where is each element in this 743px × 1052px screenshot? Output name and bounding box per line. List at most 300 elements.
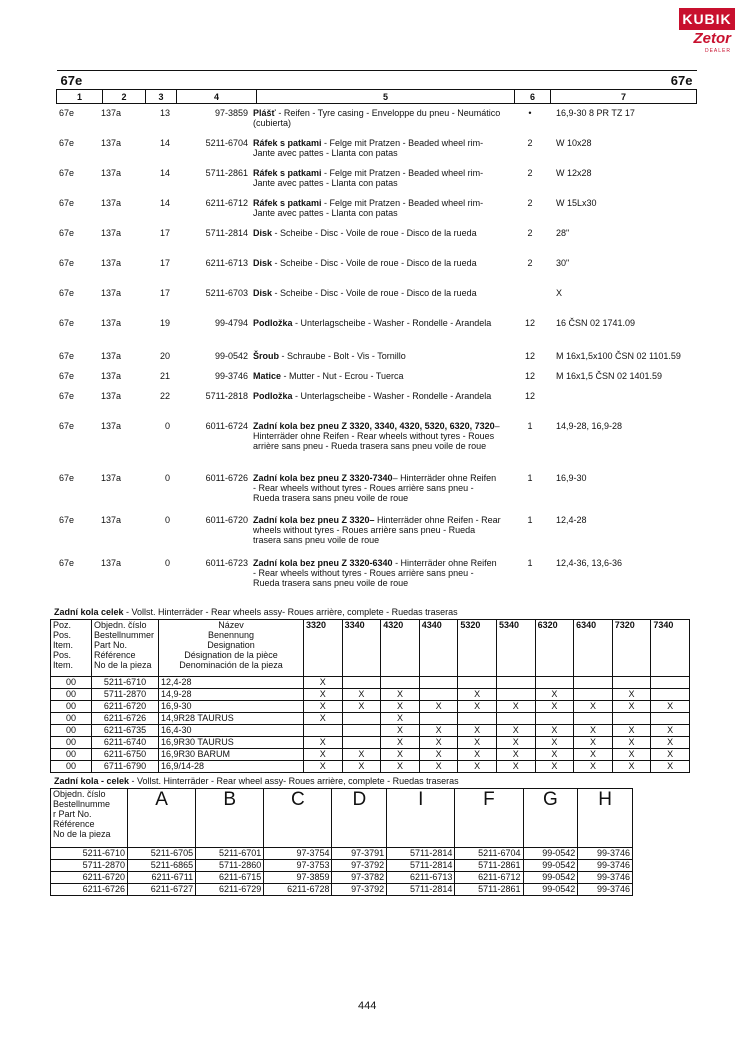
fitment-mark: X (496, 737, 535, 749)
fitment-mark: X (535, 737, 574, 749)
assembly-row (51, 761, 690, 773)
logo-dealer-text: DEALER (704, 48, 731, 54)
fitment-mark: X (496, 749, 535, 761)
fitment-mark: X (612, 749, 651, 761)
part-number: 6011-6723 (205, 558, 248, 568)
fitment-mark: X (381, 725, 420, 737)
figure-ref: 137a (101, 421, 122, 431)
component-letter-B: B (196, 789, 264, 848)
assembly-table (50, 619, 690, 773)
fitment-mark: X (304, 689, 343, 701)
model-3340: 3340 (342, 620, 381, 677)
component-part-number: 97-3782 (332, 872, 387, 884)
col-header-7: 7 (551, 90, 697, 104)
model-5320: 5320 (458, 620, 497, 677)
fitment-mark: X (458, 761, 497, 773)
section-ref: 67e (59, 138, 75, 148)
section-ref: 67e (59, 258, 75, 268)
assembly-part-number: 6211-6720 (92, 701, 159, 713)
col-part-number-line: Part No. (94, 640, 128, 650)
part-description (253, 515, 501, 545)
fitment-mark (419, 713, 458, 725)
model-4320: 4320 (381, 620, 420, 677)
position-number: 14 (159, 168, 170, 178)
fitment-mark: X (458, 749, 497, 761)
component-part-number: 5211-6704 (455, 848, 523, 860)
fitment-mark (342, 737, 381, 749)
part-name-bold: Zadní kola bez pneu Z 3320-6340 (253, 558, 393, 568)
part-note: 30" (556, 258, 570, 268)
fitment-mark: X (535, 689, 574, 701)
component-part-number: 97-3792 (332, 860, 387, 872)
part-note: X (556, 288, 563, 298)
component-part-number: 97-3753 (264, 860, 332, 872)
quantity: 2 (527, 258, 533, 268)
col-header-4: 4 (177, 90, 257, 104)
component-part-number: 99-0542 (523, 860, 578, 872)
part-name-bold: Zadní kola bez pneu Z 3320-7340 (253, 473, 393, 483)
component-part-number: 5711-2814 (387, 848, 455, 860)
assembly-pos: 00 (51, 725, 92, 737)
section-label-right: 67e (551, 71, 697, 90)
component-part-number: 97-3791 (332, 848, 387, 860)
part-description (253, 258, 501, 268)
fitment-mark: X (419, 737, 458, 749)
fitment-mark: X (535, 761, 574, 773)
section-ref: 67e (59, 515, 75, 525)
assembly-name: 16,9-30 (159, 701, 304, 713)
fitment-mark (574, 677, 613, 689)
fitment-mark (496, 689, 535, 701)
part-name-bold: Ráfek s patkami (253, 198, 322, 208)
model-3320: 3320 (304, 620, 343, 677)
section-ref: 67e (59, 558, 75, 568)
component-part-number: 5211-6705 (128, 848, 196, 860)
assembly-pos: 00 (51, 761, 92, 773)
part-number: 99-4794 (214, 318, 248, 328)
part-name-translations: - Felge mit Pratzen - Beaded wheel rim- Jante avec pattes - Llanta con patas (253, 138, 484, 158)
col-header-2: 2 (103, 90, 146, 104)
fitment-mark: X (342, 749, 381, 761)
part-number: 6211-6713 (205, 258, 248, 268)
assembly-number: 5711-2870 (51, 860, 128, 872)
part-number: 5711-2814 (205, 228, 248, 238)
part-note: 16,9-30 (556, 473, 587, 483)
fitment-mark (496, 713, 535, 725)
assembly-part-number: 5711-2870 (92, 689, 159, 701)
fitment-mark: X (651, 701, 690, 713)
section-ref: 67e (59, 318, 75, 328)
model-6320: 6320 (535, 620, 574, 677)
position-number: 13 (159, 108, 170, 118)
assembly-row (51, 749, 690, 761)
fitment-mark (342, 713, 381, 725)
fitment-mark: X (458, 689, 497, 701)
part-description (253, 318, 501, 328)
fitment-mark: X (304, 677, 343, 689)
part-note: W 15Lx30 (556, 198, 597, 208)
fitment-mark: X (381, 749, 420, 761)
part-note: 12,4-36, 13,6-36 (556, 558, 623, 568)
part-number: 97-3859 (214, 108, 248, 118)
part-note: 14,9-28, 16,9-28 (556, 421, 623, 431)
section-ref: 67e (59, 371, 75, 381)
col-header-1: 1 (57, 90, 103, 104)
fitment-mark: X (458, 701, 497, 713)
assembly-name: 16,9R30 TAURUS (159, 737, 304, 749)
part-name-bold: Zadní kola bez pneu Z 3320, 3340, 4320, 5320, 6320, 7320 (253, 421, 495, 431)
part-number: 99-3746 (214, 371, 248, 381)
fitment-mark (574, 689, 613, 701)
logo-kubik-text: KUBIK (679, 8, 735, 30)
position-number: 17 (159, 288, 170, 298)
part-name-bold: Plášť (253, 108, 276, 118)
fitment-mark: X (574, 725, 613, 737)
part-number: 6011-6720 (205, 515, 248, 525)
part-name-translations: - Scheibe - Disc - Voile de roue - Disco de la rueda (272, 288, 477, 298)
part-name-bold: Matice (253, 371, 282, 381)
col-name-line: Název (218, 620, 244, 630)
col-part-number-line: No de la pieza (94, 660, 152, 670)
component-letter-H: H (578, 789, 633, 848)
fitment-mark: X (381, 689, 420, 701)
component-part-number: 99-3746 (578, 848, 633, 860)
fitment-mark: X (419, 701, 458, 713)
figure-ref: 137a (101, 228, 122, 238)
col-position (51, 620, 92, 677)
section-ref: 67e (59, 198, 75, 208)
fitment-mark (535, 713, 574, 725)
fitment-mark: X (612, 737, 651, 749)
section-ref: 67e (59, 108, 75, 118)
part-name-bold: Disk (253, 228, 273, 238)
col-position-line: Item. (53, 660, 74, 670)
part-name-translations: - Hinterräder ohne Reifen - Rear wheels without tyres - Roues arrière sans pneu - Rueda trasera sans pneu voile de roue (253, 558, 497, 588)
col-position-line: Pos. (53, 630, 72, 640)
component-part-number: 99-3746 (578, 884, 633, 896)
col-name-line: Benennung (207, 630, 255, 640)
part-number: 5711-2818 (205, 391, 248, 401)
assembly-title: Zadní kola celek - Vollst. Hinterräder - Rear wheels assy- Roues arrière, complete - Ruedas traseras (54, 607, 458, 617)
fitment-mark: X (496, 761, 535, 773)
assembly-name: 16,9/14-28 (159, 761, 304, 773)
position-number: 0 (164, 558, 170, 568)
fitment-mark (574, 713, 613, 725)
component-letter-I: I (387, 789, 455, 848)
part-name-bold: Disk (253, 288, 273, 298)
assembly-number: 5211-6710 (51, 848, 128, 860)
assembly-name: 14,9R28 TAURUS (159, 713, 304, 725)
components-row (51, 860, 633, 872)
model-7320: 7320 (612, 620, 651, 677)
fitment-mark: X (304, 701, 343, 713)
component-part-number: 5711-2814 (387, 860, 455, 872)
model-6340: 6340 (574, 620, 613, 677)
fitment-mark (342, 725, 381, 737)
part-note: M 16x1,5x100 ČSN 02 1101.59 (556, 351, 681, 361)
component-letter-A: A (128, 789, 196, 848)
part-name-translations: - Scheibe - Disc - Voile de roue - Disco de la rueda (272, 228, 477, 238)
fitment-mark: X (419, 761, 458, 773)
component-part-number: 99-0542 (523, 872, 578, 884)
components-row (51, 872, 633, 884)
part-note: 28" (556, 228, 570, 238)
part-name-translations: - Scheibe - Disc - Voile de roue - Disco de la rueda (272, 258, 477, 268)
fitment-mark: X (342, 689, 381, 701)
fitment-mark: X (651, 737, 690, 749)
col-position-line: Item. (53, 640, 74, 650)
quantity: 12 (524, 371, 535, 381)
components-header-row (51, 789, 633, 848)
fitment-mark (458, 713, 497, 725)
figure-ref: 137a (101, 168, 122, 178)
component-part-number: 5711-2814 (387, 884, 455, 896)
section-ref: 67e (59, 228, 75, 238)
assembly-name: 16,9R30 BARUM (159, 749, 304, 761)
quantity: 1 (527, 421, 533, 431)
fitment-mark: X (612, 689, 651, 701)
page-number: 444 (358, 1000, 377, 1012)
position-number: 14 (159, 198, 170, 208)
part-description (253, 558, 501, 588)
component-letter-G: G (523, 789, 578, 848)
assembly-row (51, 689, 690, 701)
components-title: Zadní kola - celek - Vollst. Hinterräder - Rear wheel assy- Roues arrière, complete - Ruedas traseras (54, 776, 459, 786)
component-part-number: 6211-6727 (128, 884, 196, 896)
part-number: 99-0542 (214, 351, 248, 361)
assembly-pos: 00 (51, 749, 92, 761)
part-name-translations: - Unterlagscheibe - Washer - Rondelle - Arandela (292, 391, 492, 401)
fitment-mark: X (651, 761, 690, 773)
part-name-translations: – Hinterräder ohne Reifen - Rear wheels without tyres - Roues arrière sans pneu - Rueda trasera sans pneu voile de roue (253, 421, 500, 451)
assembly-part-number: 5211-6710 (92, 677, 159, 689)
component-part-number: 6211-6715 (196, 872, 264, 884)
component-part-number: 5711-2860 (196, 860, 264, 872)
part-name-bold: Šroub (253, 351, 279, 361)
fitment-mark: X (574, 761, 613, 773)
figure-ref: 137a (101, 288, 122, 298)
section-ref: 67e (59, 351, 75, 361)
fitment-mark: X (535, 749, 574, 761)
position-number: 0 (164, 421, 170, 431)
assembly-pos: 00 (51, 713, 92, 725)
fitment-mark: X (342, 701, 381, 713)
part-number: 6011-6724 (205, 421, 248, 431)
quantity: 12 (524, 391, 535, 401)
position-number: 21 (159, 371, 170, 381)
part-description (253, 228, 501, 238)
col-position-line: Pos. (53, 650, 72, 660)
fitment-mark (342, 677, 381, 689)
quantity: 1 (527, 515, 533, 525)
assembly-part-number: 6211-6726 (92, 713, 159, 725)
components-row (51, 848, 633, 860)
assembly-name: 12,4-28 (159, 677, 304, 689)
part-name-translations: - Felge mit Pratzen - Beaded wheel rim- Jante avec pattes - Llanta con patas (253, 198, 484, 218)
fitment-mark: X (304, 749, 343, 761)
logo-zetor-text: Zetor (693, 30, 731, 47)
fitment-mark: X (304, 713, 343, 725)
fitment-mark: X (535, 725, 574, 737)
column-header (56, 70, 697, 104)
fitment-mark (496, 677, 535, 689)
fitment-mark: X (574, 701, 613, 713)
part-name-translations: - Schraube - Bolt - Vis - Tornillo (279, 351, 406, 361)
fitment-mark (458, 677, 497, 689)
col-header-5: 5 (257, 90, 515, 104)
position-number: 19 (159, 318, 170, 328)
figure-ref: 137a (101, 371, 122, 381)
quantity: 12 (524, 351, 535, 361)
component-part-number: 97-3754 (264, 848, 332, 860)
model-4340: 4340 (419, 620, 458, 677)
fitment-mark (612, 713, 651, 725)
assembly-part-number: 6211-6735 (92, 725, 159, 737)
part-name-bold: Podložka (253, 391, 293, 401)
part-number: 5211-6703 (205, 288, 248, 298)
assembly-row (51, 737, 690, 749)
component-letter-F: F (455, 789, 523, 848)
section-label-left: 67e (57, 71, 551, 90)
assembly-pos: 00 (51, 737, 92, 749)
assembly-number: 6211-6720 (51, 872, 128, 884)
component-part-number: 6211-6729 (196, 884, 264, 896)
position-number: 0 (164, 473, 170, 483)
col-order-number-line: No de la pieza (53, 829, 111, 839)
fitment-mark: X (612, 761, 651, 773)
quantity: 1 (527, 473, 533, 483)
kubik-zetor-logo (679, 8, 735, 60)
model-7340: 7340 (651, 620, 690, 677)
fitment-mark: X (651, 749, 690, 761)
fitment-mark (419, 677, 458, 689)
quantity: 2 (527, 138, 533, 148)
assembly-row (51, 677, 690, 689)
figure-ref: 137a (101, 391, 122, 401)
part-description (253, 391, 501, 401)
col-name-line: Designation (207, 640, 255, 650)
fitment-mark: X (381, 701, 420, 713)
quantity: 2 (527, 198, 533, 208)
part-number: 6211-6712 (205, 198, 248, 208)
position-number: 17 (159, 258, 170, 268)
part-note: W 12x28 (556, 168, 592, 178)
part-number: 5211-6704 (205, 138, 248, 148)
quantity: 1 (527, 558, 533, 568)
col-header-3: 3 (146, 90, 177, 104)
fitment-mark (419, 689, 458, 701)
fitment-mark (612, 677, 651, 689)
section-ref: 67e (59, 391, 75, 401)
col-header-6: 6 (515, 90, 551, 104)
component-part-number: 99-0542 (523, 848, 578, 860)
fitment-mark: X (496, 725, 535, 737)
component-part-number: 6211-6713 (387, 872, 455, 884)
figure-ref: 137a (101, 558, 122, 568)
part-name-translations: - Mutter - Nut - Ecrou - Tuerca (281, 371, 404, 381)
fitment-mark (651, 689, 690, 701)
part-name-translations: – Hinterräder ohne Reifen - Rear wheels without tyres - Roues arrière sans pneu - Rueda trasera sans pneu voile de roue (253, 473, 497, 503)
fitment-mark: X (458, 725, 497, 737)
part-name-bold: Ráfek s patkami (253, 138, 322, 148)
component-part-number: 6211-6712 (455, 872, 523, 884)
col-part-number-line: Référence (94, 650, 136, 660)
fitment-mark: X (612, 701, 651, 713)
quantity: 12 (524, 318, 535, 328)
figure-ref: 137a (101, 198, 122, 208)
part-name-bold: Podložka (253, 318, 293, 328)
fitment-mark: X (381, 737, 420, 749)
position-number: 22 (159, 391, 170, 401)
fitment-mark: X (381, 761, 420, 773)
part-note: W 10x28 (556, 138, 592, 148)
col-order-number-line: r Part No. (53, 809, 92, 819)
fitment-mark (381, 677, 420, 689)
col-position-line: Poz. (53, 620, 72, 630)
part-description (253, 288, 501, 298)
section-ref: 67e (59, 288, 75, 298)
col-order-number-line: Objedn. číslo (53, 789, 106, 799)
fitment-mark: X (304, 737, 343, 749)
col-order-number-line: Référence (53, 819, 95, 829)
fitment-mark: X (535, 701, 574, 713)
part-name-bold: Zadní kola bez pneu Z 3320– (253, 515, 375, 525)
part-name-translations: - Felge mit Pratzen - Beaded wheel rim- Jante avec pattes - Llanta con patas (253, 168, 484, 188)
part-note: 16,9-30 8 PR TZ 17 (556, 108, 635, 118)
assembly-row (51, 725, 690, 737)
fitment-mark: X (342, 761, 381, 773)
component-part-number: 97-3859 (264, 872, 332, 884)
component-part-number: 5211-6701 (196, 848, 264, 860)
figure-ref: 137a (101, 138, 122, 148)
col-name-line: Denominación de la pieza (179, 660, 283, 670)
assembly-part-number: 6211-6750 (92, 749, 159, 761)
components-table (50, 788, 633, 896)
col-part-number (92, 620, 159, 677)
part-description (253, 168, 501, 188)
col-order-number-line: Bestellnumme (53, 799, 111, 809)
position-number: 14 (159, 138, 170, 148)
components-row (51, 884, 633, 896)
part-description (253, 138, 501, 158)
position-number: 0 (164, 515, 170, 525)
component-part-number: 97-3792 (332, 884, 387, 896)
part-description (253, 198, 501, 218)
assembly-row (51, 713, 690, 725)
part-name-translations: Hinterräder ohne Reifen - Rear wheels without tyres - Roues arrière sans pneu - Rueda trasera sans pneu voile de roue (253, 515, 501, 545)
part-note: 12,4-28 (556, 515, 587, 525)
fitment-mark: X (419, 749, 458, 761)
fitment-mark: X (574, 749, 613, 761)
assembly-row (51, 701, 690, 713)
quantity: • (528, 108, 532, 118)
figure-ref: 137a (101, 351, 122, 361)
col-order-number (51, 789, 128, 848)
position-number: 17 (159, 228, 170, 238)
component-part-number: 99-3746 (578, 860, 633, 872)
part-name-translations: - Reifen - Tyre casing - Enveloppe du pneu - Neumático (cubierta) (253, 108, 501, 128)
component-letter-C: C (264, 789, 332, 848)
col-part-number-line: Objedn. číslo (94, 620, 147, 630)
fitment-mark: X (496, 701, 535, 713)
component-part-number: 6211-6711 (128, 872, 196, 884)
part-number: 5711-2861 (205, 168, 248, 178)
figure-ref: 137a (101, 108, 122, 118)
section-ref: 67e (59, 421, 75, 431)
assembly-part-number: 6711-6790 (92, 761, 159, 773)
figure-ref: 137a (101, 515, 122, 525)
figure-ref: 137a (101, 258, 122, 268)
